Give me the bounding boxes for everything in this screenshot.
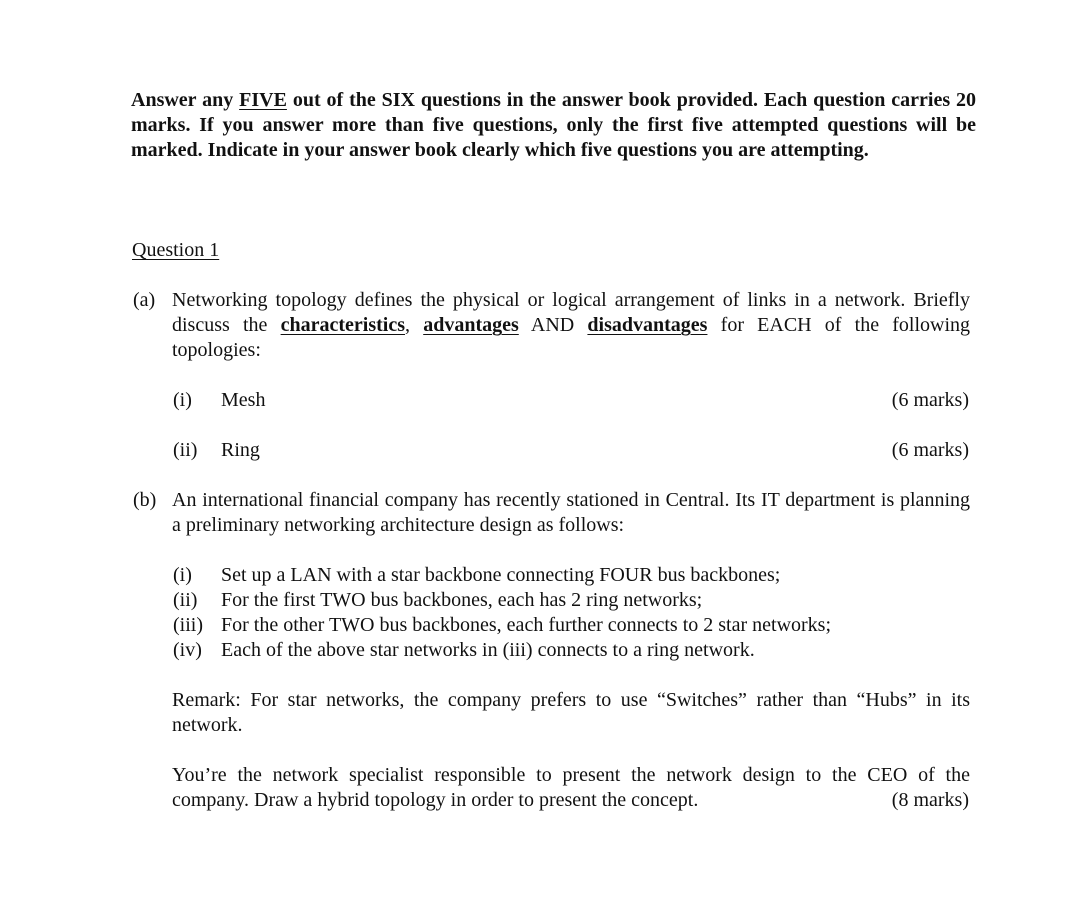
- part-a-item-label: (ii): [173, 439, 198, 461]
- part-a-text-start: Networking topology defines the physical or logical arrangement of links in a network. Briefly discuss the: [172, 289, 970, 336]
- part-a-text-end: for EACH of the following topologies:: [172, 314, 971, 361]
- keyword-advantages: advantages: [423, 314, 519, 336]
- part-b-label: (b): [133, 489, 157, 511]
- part-b-item: For the other TWO bus backbones, each further connects to 2 star networks;: [221, 614, 832, 636]
- part-b-item: Each of the above star networks in (iii) connects to a ring network.: [221, 639, 755, 661]
- part-b-item-label: (iv): [173, 639, 202, 661]
- instructions-text-rest: out of the SIX questions in the answer book provided. Each question carries 20 marks. If you answer more than five questions, only the first five attempted questions will be marked. Indicate in your answer book clearly which five questions you are attempting.: [131, 89, 977, 161]
- instructions-five-emphasis: FIVE: [239, 89, 287, 111]
- part-b-final-line-1: You’re the network specialist responsible to present the network design to the CEO of the: [172, 764, 970, 786]
- marks-ring: (6 marks): [891, 439, 969, 461]
- part-a-item-mesh: Mesh: [221, 389, 266, 411]
- marks-part-b: (8 marks): [891, 789, 969, 811]
- part-a-comma: ,: [405, 314, 410, 336]
- part-b-final-line-2: company. Draw a hybrid topology in order to present the concept.: [172, 789, 699, 811]
- instructions-text-start: Answer any: [131, 89, 234, 111]
- part-a-item-label: (i): [173, 389, 192, 411]
- part-a-label: (a): [133, 289, 156, 311]
- part-a-and: AND: [530, 314, 575, 336]
- keyword-characteristics: characteristics: [280, 314, 405, 336]
- part-b-item: For the first TWO bus backbones, each has 2 ring networks;: [221, 589, 703, 611]
- part-a-text: [172, 288, 970, 363]
- part-b-item: Set up a LAN with a star backbone connecting FOUR bus backbones;: [221, 564, 781, 586]
- keyword-disadvantages: disadvantages: [587, 314, 708, 336]
- question-heading: Question 1: [132, 239, 220, 261]
- part-b-item-label: (ii): [173, 589, 198, 611]
- part-b-item-label: (iii): [173, 614, 203, 636]
- part-b-remark: Remark: For star networks, the company prefers to use “Switches” rather than “Hubs” in its network.: [172, 689, 970, 736]
- exam-instructions: [131, 88, 976, 163]
- marks-mesh: (6 marks): [891, 389, 969, 411]
- part-b-intro: An international financial company has recently stationed in Central. Its IT department is planning a preliminary networking architecture design as follows:: [172, 489, 970, 536]
- part-a-item-ring: Ring: [221, 439, 260, 461]
- part-b-item-label: (i): [173, 564, 192, 586]
